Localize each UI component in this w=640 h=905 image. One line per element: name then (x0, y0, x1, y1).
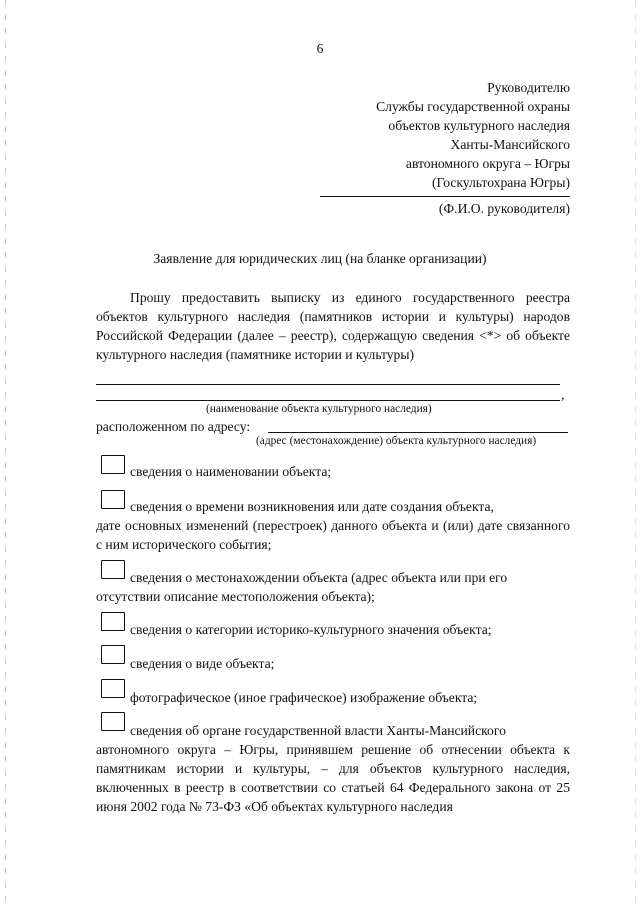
option-text: сведения о наименовании объекта; (130, 464, 332, 479)
option-text: фотографическое (иное графическое) изображение объекта; (130, 690, 478, 705)
option-text-continued: отсутствии описание местоположения объекта); (96, 589, 375, 604)
option-text: сведения о категории историко-культурного значения объекта; (130, 622, 492, 637)
addressee-line: Службы государственной охраны (376, 99, 570, 114)
addressee-line: (Госкультохрана Югры) (432, 175, 570, 190)
option-text-continued: автономного округа – Югры, принявшем решение об отнесении объекта к памятникам истории и культуры, – для объектов культурного наследия, включенных в реестр в соответствии со статьей 64 Федерального закона от 25 июня 2002 года № 73-ФЗ «Об объектах культурного наследия (96, 742, 570, 814)
addressee-line: Ханты-Мансийского (450, 137, 570, 152)
option-location (96, 568, 570, 606)
line-end-comma: , (561, 387, 565, 402)
address-caption: (адрес (местонахождение) объекта культурного наследия) (256, 435, 537, 447)
option-category (96, 620, 570, 639)
option-text-continued: дате основных изменений (перестроек) данного объекта и (или) дате связанного с ним исторического события; (96, 518, 570, 552)
fio-fill-line[interactable] (320, 196, 570, 197)
page-number: 6 (316, 41, 324, 56)
addressee-block (376, 78, 570, 192)
addressee-line: Руководителю (487, 80, 570, 95)
option-text: сведения о виде объекта; (130, 656, 275, 671)
scan-edge-left (5, 0, 6, 905)
addressee-line: автономного округа – Югры (405, 156, 570, 171)
object-name-fill-line-1[interactable] (96, 384, 560, 385)
option-text: сведения о времени возникновения или дате создания объекта, (130, 499, 494, 514)
object-name-caption: (наименование объекта культурного наследия) (206, 403, 432, 415)
addressee-line: объектов культурного наследия (388, 118, 570, 133)
option-text: сведения об органе государственной власти Ханты-Мансийского (130, 723, 506, 738)
option-photo (96, 688, 570, 707)
document-title: Заявление для юридических лиц (на бланке организации) (153, 251, 487, 266)
option-text: сведения о местонахождении объекта (адрес объекта или при его (130, 570, 508, 585)
scan-edge-right (635, 0, 636, 905)
option-type (96, 654, 570, 673)
option-authority (96, 721, 570, 816)
request-paragraph: Прошу предоставить выписку из единого государственного реестра объектов культурного наследия (памятников истории и культуры) народов Российской Федерации (далее – реестр), содержащую сведения <*> об объекте культурного наследия (памятнике истории и культуры) (96, 290, 570, 362)
address-label: расположенном по адресу: (96, 419, 251, 434)
option-name (96, 462, 570, 481)
fio-caption: (Ф.И.О. руководителя) (438, 201, 570, 216)
option-date (96, 497, 570, 554)
